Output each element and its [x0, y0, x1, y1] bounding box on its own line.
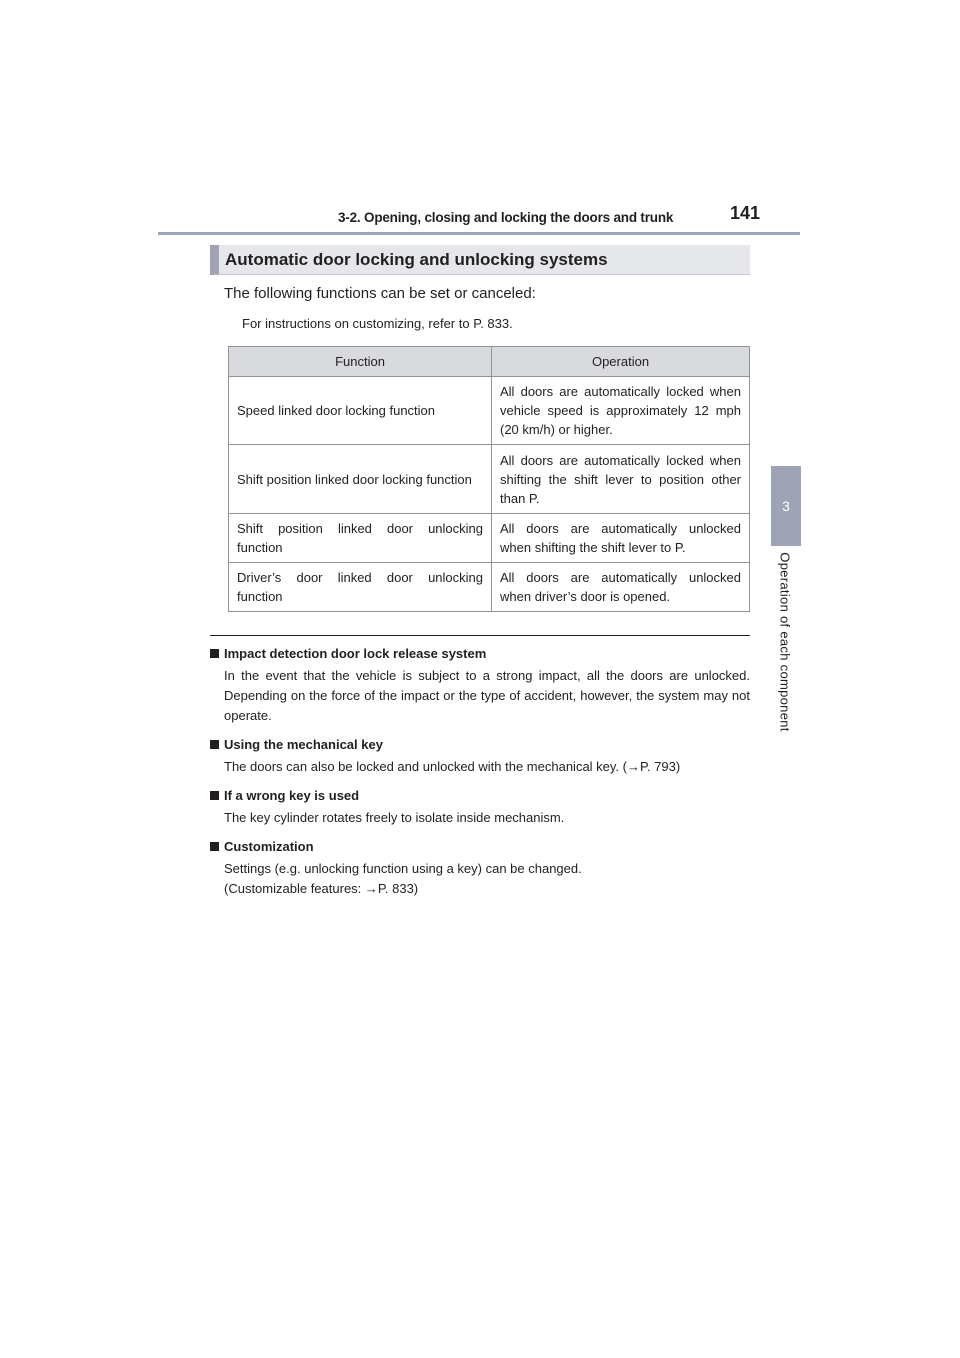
- chapter-tab: [771, 466, 801, 546]
- section-sub-intro: For instructions on customizing, refer to P. 833.: [242, 316, 513, 331]
- section-header: [210, 245, 750, 275]
- table-cell-operation: All doors are automatically locked when vehicle speed is approximately 12 mph (20 km/h) or higher.: [492, 377, 750, 445]
- function-table: [228, 346, 750, 612]
- header-divider: [158, 232, 800, 235]
- square-bullet-icon: [210, 842, 219, 851]
- note-text: In the event that the vehicle is subject to a strong impact, all the doors are unlocked. Depending on the force of the impact or the type of accident, however, the system may not operate.: [224, 668, 750, 723]
- note-heading: If a wrong key is used: [224, 788, 360, 803]
- note-heading: Impact detection door lock release system: [224, 646, 487, 661]
- section-title: Automatic door locking and unlocking systems: [225, 249, 608, 269]
- note-text: The key cylinder rotates freely to isolate inside mechanism.: [224, 810, 565, 825]
- table-cell-operation: All doors are automatically unlocked when shifting the shift lever to P.: [492, 514, 750, 563]
- table-cell-function: Shift position linked door unlocking function: [229, 514, 492, 563]
- table-row: [229, 377, 750, 445]
- table-row: [229, 445, 750, 514]
- notes-section: [210, 646, 750, 910]
- note-item: [210, 839, 750, 899]
- note-text: Settings (e.g. unlocking function using a key) can be changed.: [224, 861, 582, 876]
- square-bullet-icon: [210, 649, 219, 658]
- table-header-row: [229, 347, 750, 377]
- table-row: [229, 563, 750, 612]
- table-cell-operation: All doors are automatically locked when shifting the shift lever to position other than P.: [492, 445, 750, 514]
- note-heading: Customization: [224, 839, 314, 854]
- page-number: 141: [730, 203, 761, 223]
- table-header-operation: Operation: [492, 347, 750, 377]
- note-text: (Customizable features: →P. 833): [224, 881, 419, 896]
- notes-divider: [210, 635, 750, 636]
- table-cell-function: Shift position linked door locking function: [229, 445, 492, 514]
- note-item: [210, 737, 750, 777]
- note-item: [210, 646, 750, 726]
- header-title: 3-2. Opening, closing and locking the doors and trunk: [338, 210, 674, 225]
- table-cell-function: Speed linked door locking function: [229, 377, 492, 445]
- table-header-function: Function: [229, 347, 492, 377]
- table-row: [229, 514, 750, 563]
- chapter-label: Operation of each component: [777, 552, 793, 732]
- table-cell-function: Driver’s door linked door unlocking function: [229, 563, 492, 612]
- square-bullet-icon: [210, 740, 219, 749]
- table-cell-operation: All doors are automatically unlocked when driver’s door is opened.: [492, 563, 750, 612]
- note-item: [210, 788, 750, 828]
- note-heading: Using the mechanical key: [224, 737, 383, 752]
- note-text: The doors can also be locked and unlocked with the mechanical key. (→P. 793): [224, 759, 681, 774]
- square-bullet-icon: [210, 791, 219, 800]
- section-intro: The following functions can be set or canceled:: [224, 285, 536, 302]
- chapter-number: 3: [782, 498, 790, 514]
